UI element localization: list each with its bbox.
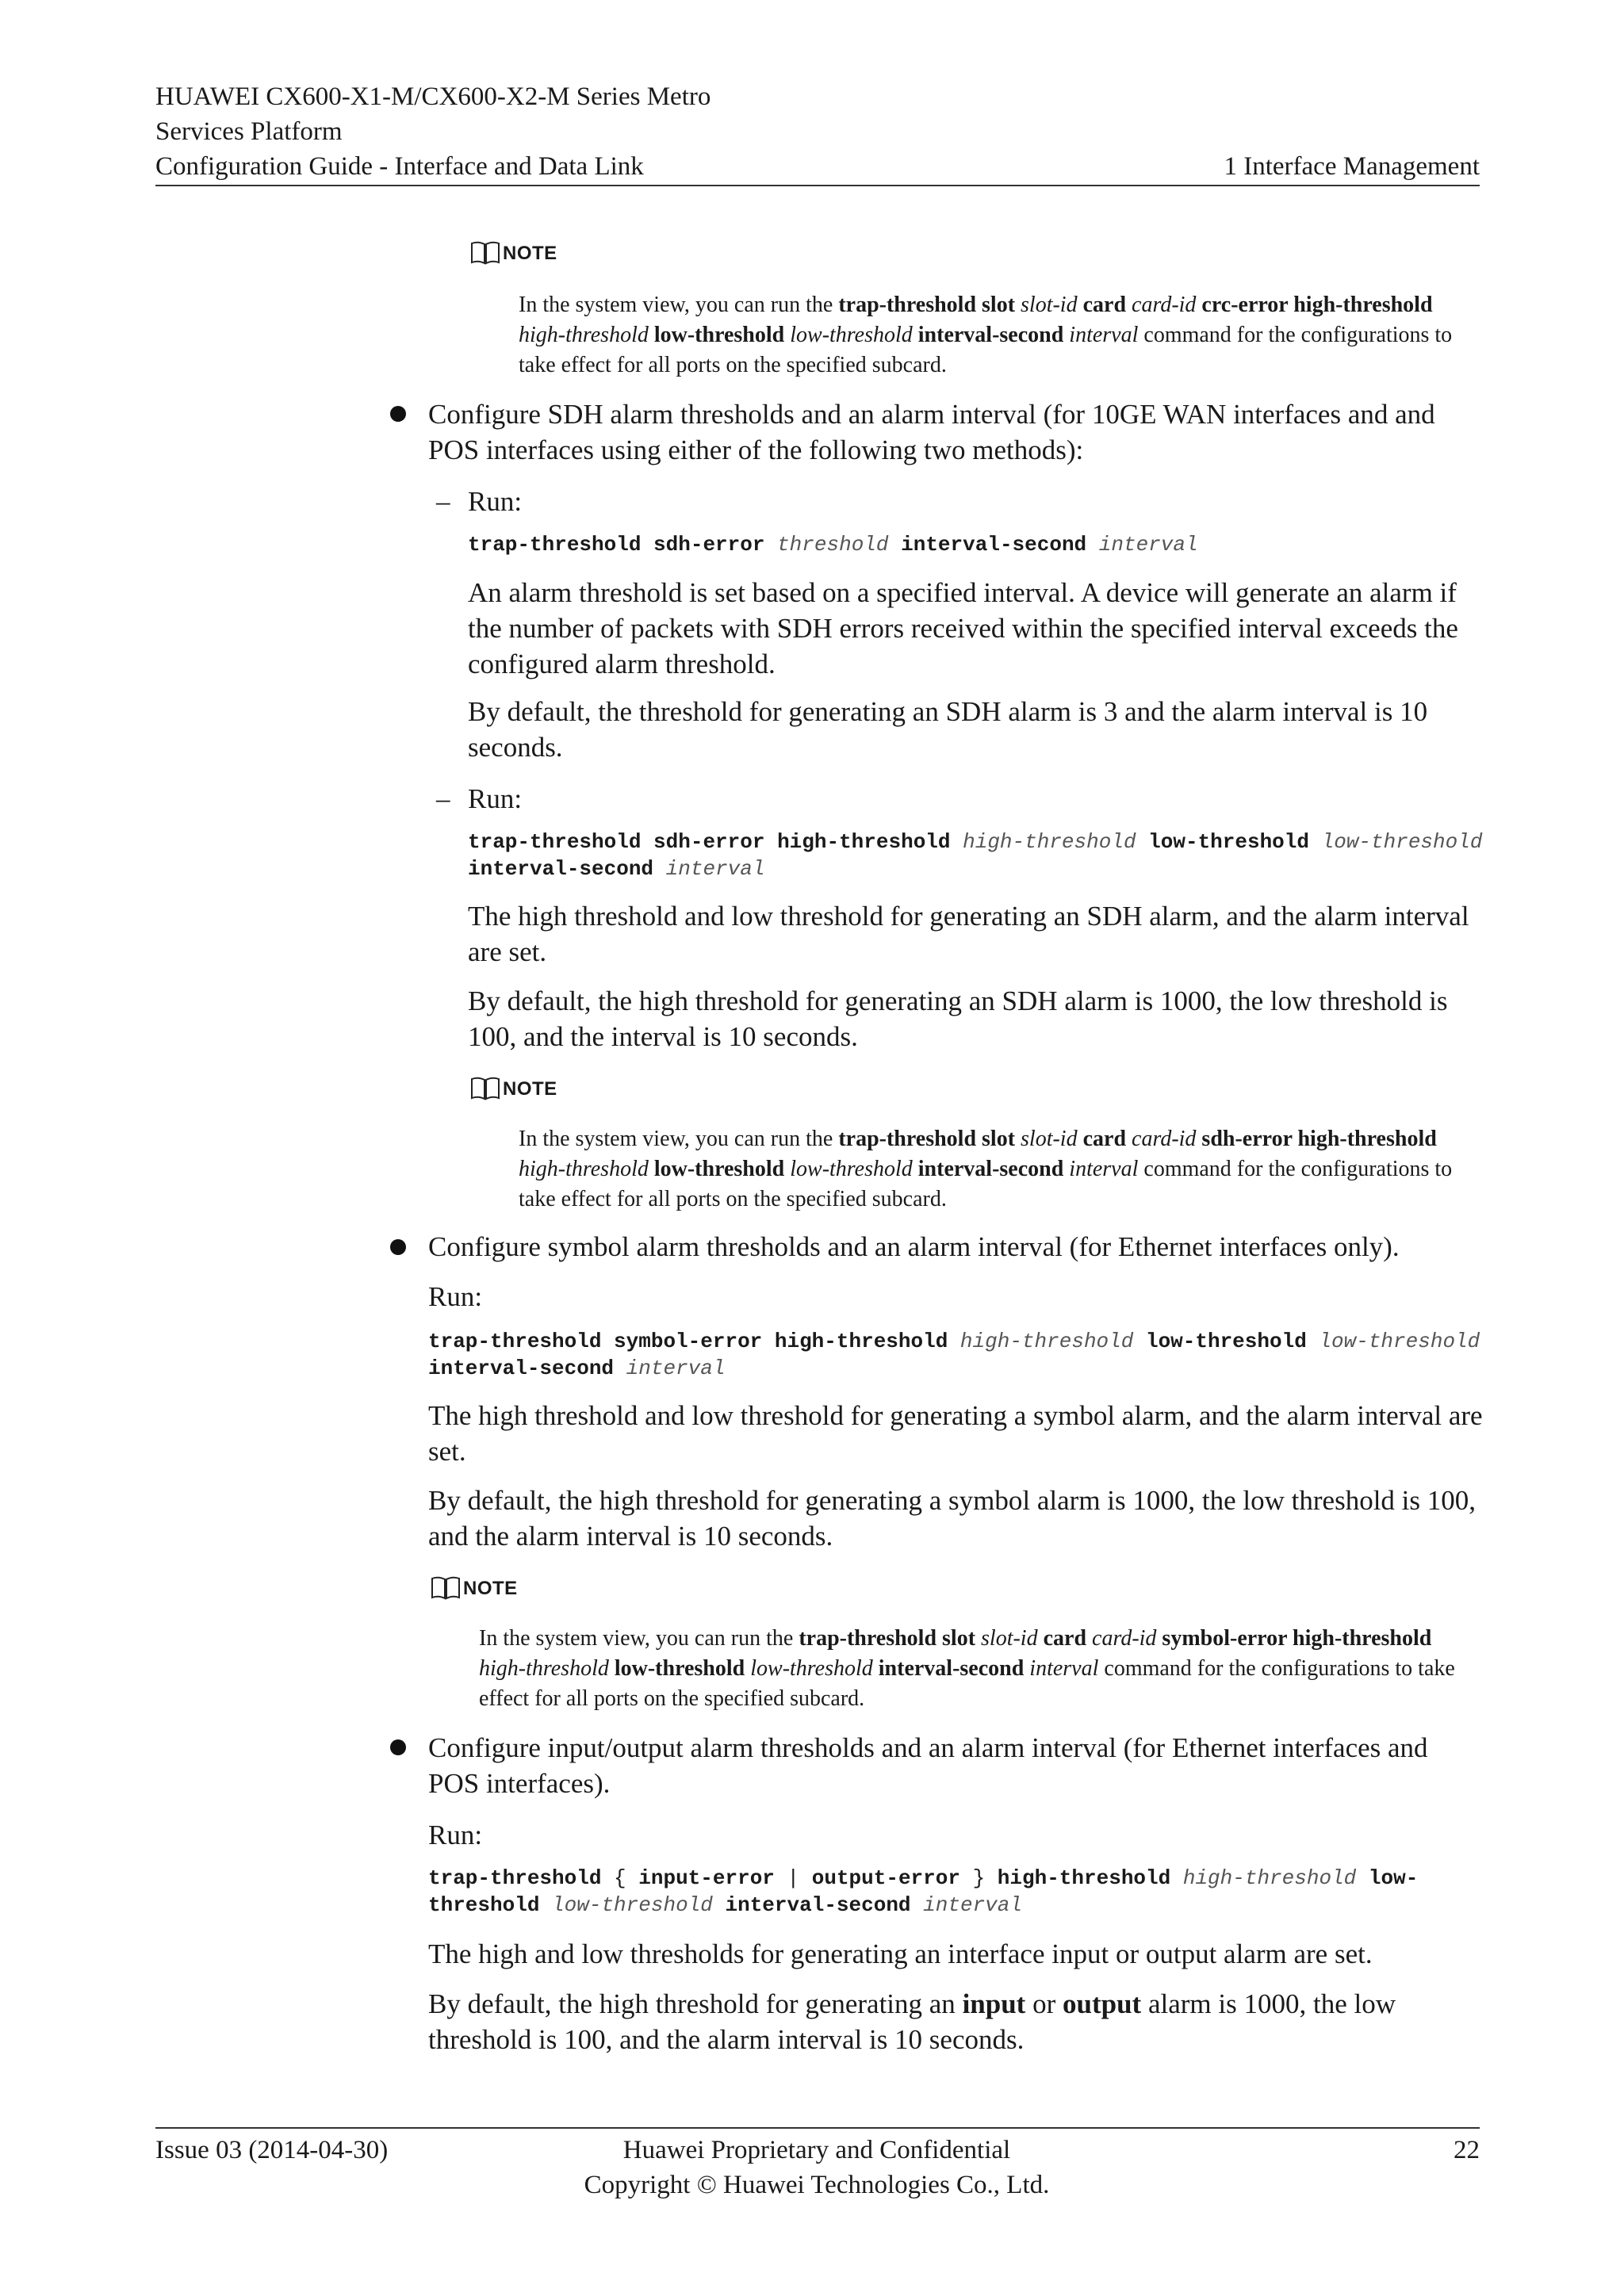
header-divider xyxy=(155,185,1480,186)
footer-confidentiality: Huawei Proprietary and Confidential Copyright © Huawei Technologies Co., Ltd. xyxy=(584,2136,1050,2199)
run-label: Run: xyxy=(468,486,523,517)
header-guide-title: Configuration Guide - Interface and Data Link xyxy=(155,152,644,181)
paragraph: The high threshold and low threshold for generating a symbol alarm, and the alarm interval are set. xyxy=(428,1400,1483,1467)
footer-divider xyxy=(155,2127,1480,2129)
note-heading xyxy=(430,1570,518,1601)
list-dash: – xyxy=(436,486,450,517)
run-label: Run: xyxy=(468,783,523,814)
paragraph: By default, the high threshold for generating a symbol alarm is 1000, the low threshold is 100, and the alarm interval is 10 seconds. xyxy=(428,1485,1477,1552)
paragraph: The high threshold and low threshold for generating an SDH alarm, and the alarm interval are set. xyxy=(468,901,1469,967)
note-text: In the system view, you can run the trap-threshold slot slot-id card card-id symbol-error high-threshold high-threshold low-threshold low-threshold interval-second interval command for the configurations to take effect for all ports on the specified subcard. xyxy=(479,1626,1455,1711)
note-text: In the system view, you can run the trap-threshold slot slot-id card card-id sdh-error high-threshold high-threshold low-threshold low-threshold interval-second interval command for the configurations to take effect for all ports on the specified subcard. xyxy=(519,1127,1453,1211)
bullet-dot xyxy=(390,406,406,422)
run-label: Run: xyxy=(428,1820,483,1850)
paragraph: The high and low thresholds for generating an interface input or output alarm are set. xyxy=(428,1938,1373,1969)
paragraph: By default, the threshold for generating an SDH alarm is 3 and the alarm interval is 10 seconds. xyxy=(468,696,1428,763)
bullet-text-symbol: Configure symbol alarm thresholds and an alarm interval (for Ethernet interfaces only). xyxy=(428,1231,1400,1262)
command-line: trap-threshold sdh-error threshold interval-second interval xyxy=(468,533,1198,557)
note-heading xyxy=(469,235,557,266)
list-dash: – xyxy=(436,783,450,814)
note-label: NOTE xyxy=(503,243,557,264)
paragraph: An alarm threshold is set based on a specified interval. A device will generate an alarm if the number of packets with SDH errors received within the specified interval exceeds the configured alarm threshold. xyxy=(468,577,1458,679)
note-book-icon xyxy=(469,239,501,266)
note-label: NOTE xyxy=(463,1578,518,1599)
page-number: 22 xyxy=(1454,2136,1480,2164)
bullet-dot xyxy=(390,1739,406,1755)
run-label: Run: xyxy=(428,1281,483,1312)
note-book-icon xyxy=(430,1575,462,1601)
header-product-line1: HUAWEI CX600-X1-M/CX600-X2-M Series Metro xyxy=(155,82,711,111)
command-line: trap-threshold symbol-error high-threshold high-threshold low-threshold low-threshold interval-second interval xyxy=(428,1330,1480,1380)
note-text: In the system view, you can run the trap-threshold slot slot-id card card-id crc-error high-threshold high-threshold low-threshold low-threshold interval-second interval command for the configurations to take effect for all ports on the specified subcard. xyxy=(519,293,1453,377)
command-line: trap-threshold { input-error | output-error } high-threshold high-threshold low-threshold low-threshold interval-second interval xyxy=(428,1866,1419,1917)
note-heading xyxy=(469,1070,557,1102)
paragraph: By default, the high threshold for generating an SDH alarm is 1000, the low threshold is 100, and the interval is 10 seconds. xyxy=(468,985,1448,1052)
header-chapter: 1 Interface Management xyxy=(1224,152,1480,181)
paragraph: By default, the high threshold for generating an input or output alarm is 1000, the low threshold is 100, and the alarm interval is 10 seconds. xyxy=(428,1988,1396,2055)
page-header xyxy=(155,79,1480,184)
note-label: NOTE xyxy=(503,1078,557,1100)
bullet-text-io: Configure input/output alarm thresholds and an alarm interval (for Ethernet interfaces and POS interfaces). xyxy=(428,1732,1428,1799)
command-line: trap-threshold sdh-error high-threshold high-threshold low-threshold low-threshold interval-second interval xyxy=(468,830,1483,881)
footer-issue: Issue 03 (2014-04-30) xyxy=(155,2136,389,2164)
bullet-dot xyxy=(390,1239,406,1255)
bullet-text-sdh: Configure SDH alarm thresholds and an alarm interval (for 10GE WAN interfaces and and POS interfaces using either of the following two methods): xyxy=(428,399,1435,465)
note-book-icon xyxy=(469,1075,501,1102)
header-product-line2: Services Platform xyxy=(155,117,343,146)
